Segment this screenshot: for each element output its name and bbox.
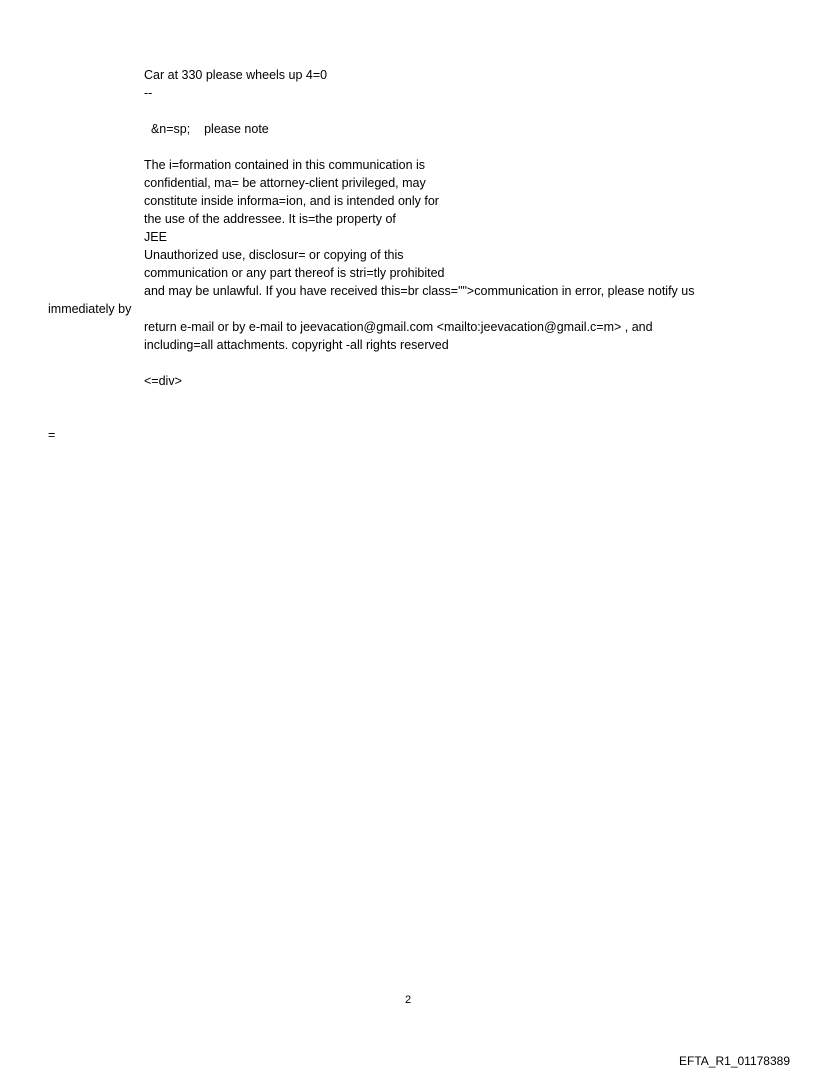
disclaimer-continuation (144, 318, 653, 390)
disclaimer-line: confidential, ma= be attorney-client privileged, may (144, 176, 426, 190)
trailing-equals: = (48, 428, 56, 442)
disclaimer-line: communication or any part thereof is stri=tly prohibited (144, 266, 445, 280)
email-line-2: -- (144, 86, 153, 100)
disclaimer-line: the use of the addressee. It is=the property of (144, 212, 396, 226)
page-number: 2 (404, 994, 412, 1006)
blank-line (144, 138, 784, 156)
document-id: EFTA_R1_01178389 (679, 1054, 790, 1068)
disclaimer-line: return e-mail or by e-mail to jeevacation@gmail.com <mailto:jeevacation@gmail.c=m> , and (144, 320, 653, 334)
blank-line (144, 354, 653, 372)
disclaimer-line: JEE (144, 230, 167, 244)
email-body (144, 66, 784, 300)
disclaimer-line: The i=formation contained in this communication is (144, 158, 426, 172)
disclaimer-line: and may be unlawful. If you have received this=br class="">communication in error, please notify us (144, 284, 695, 298)
email-line-1: Car at 330 please wheels up 4=0 (144, 68, 328, 82)
blank-line (144, 102, 784, 120)
div-tag-line: <=div> (144, 374, 182, 388)
disclaimer-line: including=all attachments. copyright -all rights reserved (144, 338, 449, 352)
disclaimer-line: constitute inside informa=ion, and is intended only for (144, 194, 439, 208)
disclaimer-line: Unauthorized use, disclosur= or copying of this (144, 248, 404, 262)
disclaimer-wrap-line: immediately by (48, 302, 132, 316)
email-line-3: &n=sp; please note (144, 122, 269, 136)
